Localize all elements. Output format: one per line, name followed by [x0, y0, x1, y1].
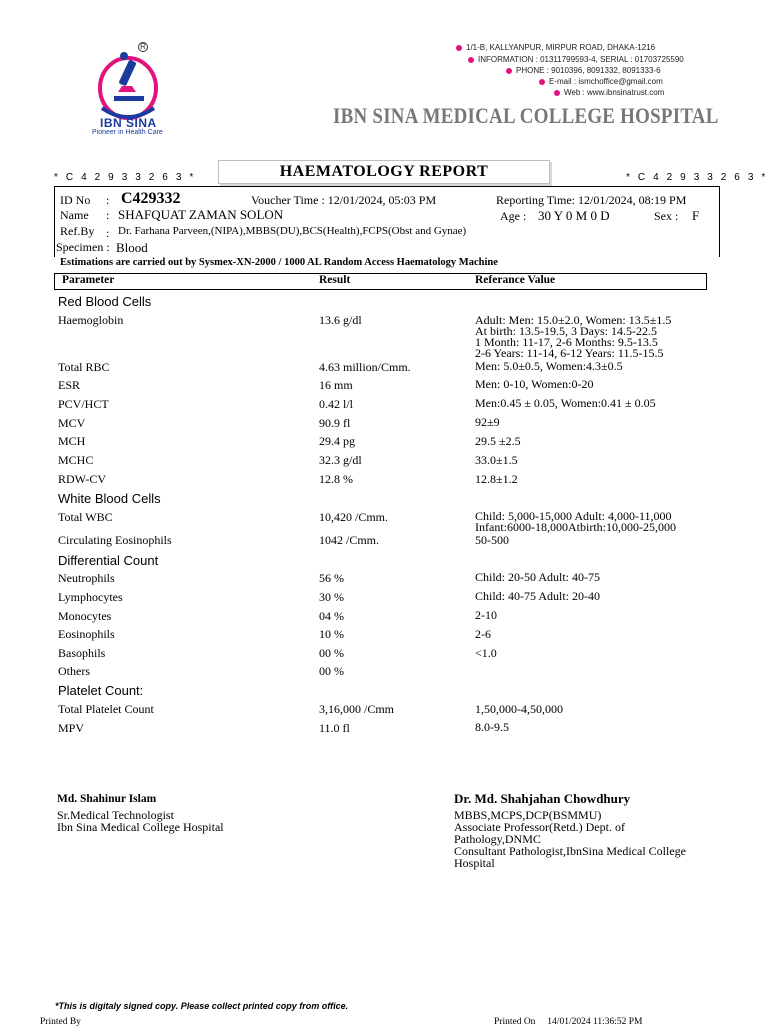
ref-total-platelet: 1,50,000-4,50,000 [475, 702, 563, 716]
reporting-time: Reporting Time: 12/01/2024, 08:19 PM [496, 193, 687, 207]
patient-id: C429332 [121, 190, 181, 207]
ref-total-rbc: Men: 5.0±0.5, Women:4.3±0.5 [475, 359, 623, 373]
technologist-name: Md. Shahinur Islam [57, 793, 157, 805]
bullet-icon [554, 90, 560, 96]
param-others: Others [58, 664, 90, 678]
param-mcv: MCV [58, 416, 86, 430]
ref-lymphocytes: Child: 40-75 Adult: 20-40 [475, 589, 601, 603]
colon: : [106, 226, 110, 240]
result-esr: 16 mm [319, 378, 353, 392]
ref-mcv: 92±9 [475, 415, 500, 429]
id-label: ID No [60, 193, 91, 207]
ref-pcv: Men:0.45 ± 0.05, Women:0.41 ± 0.05 [475, 396, 656, 410]
estimation-note: Estimations are carried out by Sysmex-XN-2000 / 1000 AL Random Access Haematology Machine [60, 257, 498, 268]
ref-mchc: 33.0±1.5 [475, 453, 518, 467]
printed-by: Printed By [40, 1017, 81, 1027]
result-monocytes: 04 % [319, 609, 344, 623]
col-reference: Referance Value [475, 274, 556, 286]
ref-rdw: 12.8±1.2 [475, 472, 518, 486]
microscope-logo-icon [88, 42, 188, 122]
bullet-icon [456, 45, 462, 51]
contact-address: 1/1-B, KALLYANPUR, MIRPUR ROAD, DHAKA-1216 [456, 43, 655, 52]
signature-left: Md. Shahinur Islam Sr.Medical Technologist Ibn Sina Medical College Hospital [57, 793, 224, 834]
param-mchc: MCHC [58, 453, 94, 467]
param-circulating-eosinophils: Circulating Eosinophils [58, 533, 172, 547]
col-result: Result [319, 274, 351, 286]
referring-doctor: Dr. Farhana Parveen,(NIPA),MBBS(DU),BCS(Health),FCPS(Obst and Gynae) [118, 225, 467, 237]
ref-circulating-eosinophils: 50-500 [475, 533, 509, 547]
result-neutrophils: 56 % [319, 571, 344, 585]
colon: : [106, 208, 110, 222]
param-monocytes: Monocytes [58, 609, 112, 623]
section-wbc: White Blood Cells [58, 491, 161, 506]
result-haemoglobin: 13.6 g/dl [319, 313, 362, 327]
param-total-platelet: Total Platelet Count [58, 702, 154, 716]
bullet-icon [539, 79, 545, 85]
voucher-time: Voucher Time : 12/01/2024, 05:03 PM [251, 193, 437, 207]
result-others: 00 % [319, 664, 344, 678]
section-differential: Differential Count [58, 553, 159, 568]
specimen-value: Blood [116, 240, 148, 255]
ref-eosinophils: 2-6 [475, 627, 491, 641]
param-mch: MCH [58, 434, 86, 448]
ref-neutrophils: Child: 20-50 Adult: 40-75 [475, 570, 601, 584]
logo-tagline: Pioneer in Health Care [92, 129, 163, 136]
result-pcv: 0.42 l/l [319, 397, 354, 411]
hospital-name: IBN SINA MEDICAL COLLEGE HOSPITAL [333, 103, 719, 128]
result-total-rbc: 4.63 million/Cmm. [319, 360, 411, 374]
result-mpv: 11.0 fl [319, 721, 350, 735]
result-circulating-eosinophils: 1042 /Cmm. [319, 533, 380, 547]
sex-label: Sex : [654, 209, 679, 223]
barcode-left: * C 4 2 9 3 3 2 6 3 * [54, 172, 196, 183]
bullet-icon [468, 57, 474, 63]
result-mchc: 32.3 g/dl [319, 453, 362, 467]
result-rdw: 12.8 % [319, 472, 353, 486]
logo-name: IBN SINA [100, 116, 157, 130]
contact-web: Web : www.ibnsinatrust.com [554, 88, 664, 97]
result-mcv: 90.9 fl [319, 416, 351, 430]
ref-mch: 29.5 ±2.5 [475, 434, 521, 448]
ref-total-wbc: Child: 5,000-15,000 Adult: 4,000-11,000 Infant:6000-18,000Atbirth:10,000-25,000 [475, 509, 676, 534]
digital-copy-note: *This is digitaly signed copy. Please collect printed copy from office. [55, 1001, 349, 1011]
name-label: Name [60, 208, 89, 222]
refby-label: Ref.By [60, 224, 95, 238]
table-header-bar [54, 273, 707, 290]
param-lymphocytes: Lymphocytes [58, 590, 123, 604]
param-mpv: MPV [58, 721, 85, 735]
result-eosinophils: 10 % [319, 627, 344, 641]
result-total-platelet: 3,16,000 /Cmm [319, 702, 395, 716]
printed-on: Printed On 14/01/2024 11:36:52 PM [494, 1017, 643, 1027]
col-parameter: Parameter [62, 274, 115, 286]
ref-esr: Men: 0-10, Women:0-20 [475, 377, 594, 391]
report-title: HAEMATOLOGY REPORT [218, 160, 550, 184]
patient-name: SHAFQUAT ZAMAN SOLON [118, 207, 284, 222]
param-total-rbc: Total RBC [58, 360, 110, 374]
param-esr: ESR [58, 378, 81, 392]
result-lymphocytes: 30 % [319, 590, 344, 604]
param-pcv: PCV/HCT [58, 397, 109, 411]
param-haemoglobin: Haemoglobin [58, 313, 124, 327]
pathologist-name: Dr. Md. Shahjahan Chowdhury [454, 791, 631, 806]
barcode-right: * C 4 2 9 3 3 2 6 3 * [626, 172, 768, 183]
result-basophils: 00 % [319, 646, 344, 660]
contact-phone: PHONE : 9010396, 8091332, 8091333-6 [506, 66, 661, 75]
param-neutrophils: Neutrophils [58, 571, 115, 585]
param-basophils: Basophils [58, 646, 106, 660]
specimen-label: Specimen : [56, 240, 110, 254]
section-platelet: Platelet Count: [58, 683, 144, 698]
result-mch: 29.4 pg [319, 434, 355, 448]
contact-email: E-mail : ismchoffice@gmail.com [539, 77, 663, 86]
colon: : [106, 193, 110, 207]
ref-haemoglobin: Adult: Men: 15.0±2.0, Women: 13.5±1.5 At birth: 13.5-19.5, 3 Days: 14.5-22.5 1 Month: 11-17, 2-6 Months: 9.5-13.5 2-6 Years: 11-14, 6-12 Years: 11.5-15.5 [475, 313, 672, 360]
result-total-wbc: 10,420 /Cmm. [319, 510, 389, 524]
section-rbc: Red Blood Cells [58, 294, 152, 309]
age-label: Age : [500, 209, 527, 223]
registered-mark-icon: R [138, 42, 148, 52]
param-eosinophils: Eosinophils [58, 627, 115, 641]
param-total-wbc: Total WBC [58, 510, 113, 524]
bullet-icon [506, 68, 512, 74]
param-rdw: RDW-CV [58, 472, 106, 486]
patient-sex: F [692, 208, 700, 223]
signature-right: Dr. Md. Shahjahan Chowdhury MBBS,MCPS,DCP(BSMMU) Associate Professor(Retd.) Dept. of Pathology,DNMC Consultant Pathologist,IbnSina Medical College Hospital [454, 791, 724, 869]
contact-information: INFORMATION : 01311799593-4, SERIAL : 01703725590 [468, 55, 684, 64]
patient-age: 30 Y 0 M 0 D [538, 208, 610, 223]
ref-mpv: 8.0-9.5 [475, 720, 509, 734]
ref-monocytes: 2-10 [475, 608, 497, 622]
ref-basophils: <1.0 [475, 646, 497, 660]
